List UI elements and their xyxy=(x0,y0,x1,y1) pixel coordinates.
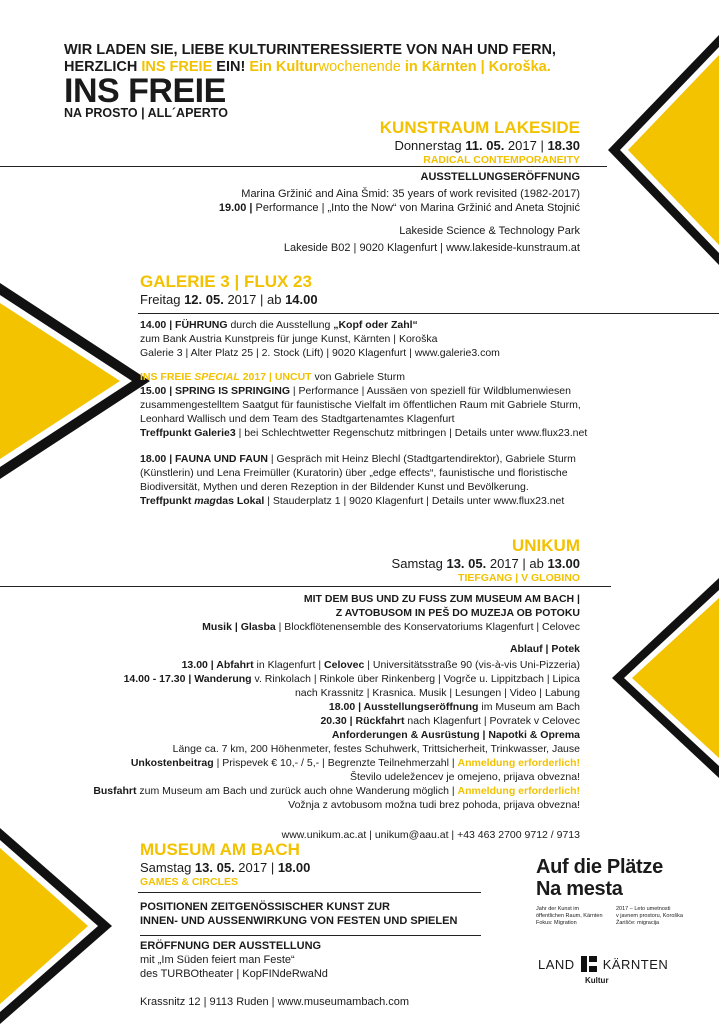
program-time: 18.00 | FAUNA UND FAUN xyxy=(140,453,268,465)
venue-name: MUSEUM AM BACH xyxy=(140,840,300,859)
program-text: zum Museum am Bach und zurück auch ohne Wanderung möglich | xyxy=(136,785,458,797)
section-heading: AUSSTELLUNGSERÖFFNUNG xyxy=(420,171,580,183)
invitation-highlight: in Kärnten | Koroška. xyxy=(400,59,551,75)
time-value: 18.00 xyxy=(277,860,311,875)
program-line xyxy=(140,494,620,508)
program-line: zusammengestelltem Saatgut für faunistische Vielfalt im öffentlichen Raum mit Gabriele Sturm, xyxy=(140,399,581,411)
warning-sign-left-bottom xyxy=(0,828,112,1024)
divider xyxy=(138,892,481,893)
venue-address: Lakeside Science & Technology Park xyxy=(399,225,580,237)
logo-small-text xyxy=(536,906,706,927)
program-time: 14.00 | FÜHRUNG xyxy=(140,319,228,331)
program-text: | Gespräch mit Heinz Blechl (Stadtgartendirektor), Gabriele Sturm xyxy=(268,453,576,465)
venue-name: GALERIE 3 | FLUX 23 xyxy=(140,272,312,291)
program-line xyxy=(140,370,620,384)
program-text: durch die Ausstellung xyxy=(227,319,334,331)
section-galerie-body xyxy=(140,318,620,508)
date-value: 11. 05. xyxy=(465,138,505,153)
logo-small-sl xyxy=(616,906,696,927)
meeting-point: Treffpunkt Galerie3 xyxy=(140,427,236,439)
section-museum-header xyxy=(140,840,440,889)
date-year: 2017 | ab xyxy=(223,292,286,307)
warning-sign-right-bottom xyxy=(612,578,719,778)
program-time: 18.00 | Ausstellungseröffnung xyxy=(328,701,479,713)
date-prefix: Samstag xyxy=(140,860,195,875)
logo-land: LAND xyxy=(538,956,575,972)
contact-link[interactable]: www.unikum.ac.at | unikum@aau.at | +43 463 2700 9712 / 9713 xyxy=(281,829,580,841)
event-date xyxy=(140,860,440,876)
program-line: Leonhard Wallisch und dem Team des Stadtgartenamtes Klagenfurt xyxy=(140,413,455,425)
program-text: | Blockflötenensemble des Konservatoriums Klagenfurt | Celovec xyxy=(275,621,580,633)
program-line xyxy=(140,452,620,466)
section-heading: Z AVTOBUSOM IN PEŠ DO MUZEJA OB POTOKU xyxy=(335,607,580,619)
time-value: 18.30 xyxy=(547,138,580,153)
invitation-highlight: INS FREIE xyxy=(141,59,213,75)
section-heading: Ablauf | Potek xyxy=(509,643,580,655)
program-line xyxy=(140,426,620,440)
time-value: 14.00 xyxy=(285,292,318,307)
program-line: Vožnja z avtobusom možna tudi brez pohoda, prijava obvezna! xyxy=(288,799,580,811)
date-year: 2017 | xyxy=(234,860,278,875)
section-heading: POSITIONEN ZEITGENÖSSISCHER KUNST ZUR xyxy=(140,901,390,913)
program-highlight: SPECIAL xyxy=(194,371,240,383)
program-time: 13.00 | Abfahrt xyxy=(181,659,254,671)
program-time: 14.00 - 17.30 | Wanderung xyxy=(123,673,252,685)
event-tagline: GAMES & CIRCLES xyxy=(140,876,239,888)
program-line: Länge ca. 7 km, 200 Höhenmeter, festes Schuhwerk, Trittsicherheit, Trinkwasser, Jause xyxy=(172,743,580,755)
invitation-text: HERZLICH xyxy=(64,59,142,75)
event-tagline: TIEFGANG | V GLOBINO xyxy=(458,572,580,584)
meeting-point: mag xyxy=(194,495,216,507)
date-year: 2017 | xyxy=(504,138,548,153)
program-line: (Künstlerin) und Lena Freimüller (Kuratorin) über „edge effects“, faunistische und floristische xyxy=(140,467,568,479)
logo-kaernten: KÄRNTEN xyxy=(602,956,669,972)
divider xyxy=(0,586,611,587)
page-subtitle: NA PROSTO | ALL´APERTO xyxy=(64,106,228,120)
time-value: 13.00 xyxy=(547,556,580,571)
program-text: in Klagenfurt | xyxy=(253,659,325,671)
page-title: INS FREIE xyxy=(64,72,226,110)
section-heading: Anforderungen & Ausrüstung | Napotki & Oprema xyxy=(331,729,580,741)
invitation-headline xyxy=(64,42,624,76)
divider xyxy=(0,166,607,167)
section-heading: MIT DEM BUS UND ZU FUSS ZUM MUSEUM AM BACH | xyxy=(303,593,580,605)
invitation-text: EIN! xyxy=(212,59,250,75)
invitation-line-1: WIR LADEN SIE, LIEBE KULTURINTERESSIERTE VON NAH UND FERN, xyxy=(64,42,556,58)
registration-notice: Anmeldung erforderlich! xyxy=(457,757,580,769)
land-kaernten-icon xyxy=(581,956,597,972)
date-prefix: Samstag xyxy=(391,556,447,571)
program-text: Celovec xyxy=(324,659,365,671)
program-text[interactable]: | Stauderplatz 1 | 9020 Klagenfurt | Details unter www.flux23.net xyxy=(264,495,565,507)
logo-small-line: v javnem prostoru, Koroška xyxy=(616,913,683,919)
program-line: Biodiversität, Mythen und deren Rezeption in der Bildender Kunst und Bevölkerung. xyxy=(140,481,529,493)
program-line xyxy=(140,384,620,398)
logo-small-line: Fokus: Migration xyxy=(536,920,577,926)
venue-name: KUNSTRAUM LAKESIDE xyxy=(379,118,580,137)
logo-small-line: Žarišče: migracija xyxy=(616,920,660,926)
date-value: 13. 05. xyxy=(446,556,487,571)
divider xyxy=(138,313,719,314)
program-text: | Universitätsstraße 90 (vis-à-vis Uni-Pizzeria) xyxy=(364,659,580,671)
section-heading: ERÖFFNUNG DER AUSSTELLUNG xyxy=(140,940,322,952)
event-date xyxy=(300,556,580,572)
event-date xyxy=(300,138,580,154)
meeting-point: Treffpunkt xyxy=(140,495,195,507)
program-time: 15.00 | SPRING IS SPRINGING xyxy=(140,385,290,397)
invitation-highlight: wochenende xyxy=(318,59,401,75)
logo-small-line: öffentlichen Raum, Kärnten xyxy=(536,913,603,919)
date-prefix: Freitag xyxy=(140,292,185,307)
program-line xyxy=(150,201,580,215)
land-kaernten-logo xyxy=(538,956,698,985)
program-time: 20.30 | Rückfahrt xyxy=(320,715,405,727)
divider xyxy=(140,928,481,936)
program-highlight: INS FREIE xyxy=(140,371,195,383)
program-line xyxy=(30,620,580,634)
section-lakeside-body xyxy=(150,170,580,255)
venue-address-link[interactable]: Lakeside B02 | 9020 Klagenfurt | www.lakeside-kunstraum.at xyxy=(283,242,580,254)
program-label: Musik | Glasba xyxy=(202,621,276,633)
program-text: Performance | „Into the Now“ von Marina Gržinić and Aneta Stojnić xyxy=(255,202,580,214)
logo-title: Na mesta xyxy=(536,878,623,900)
venue-address-link[interactable]: Krassnitz 12 | 9113 Ruden | www.museumambach.com xyxy=(140,996,410,1008)
program-line xyxy=(30,658,580,672)
program-text: nach Klagenfurt | Povratek v Celovec xyxy=(404,715,580,727)
section-galerie-header xyxy=(140,272,440,308)
program-line xyxy=(30,756,580,770)
logo-small-de xyxy=(536,906,608,927)
meeting-point: das Lokal xyxy=(215,495,265,507)
registration-notice: Anmeldung erforderlich! xyxy=(457,785,580,797)
section-unikum-body xyxy=(30,592,580,842)
land-kaernten-wordmark xyxy=(538,956,698,972)
program-highlight: 2017 | UNCUT xyxy=(239,371,312,383)
program-time: 19.00 | xyxy=(218,202,256,214)
program-line: zum Bank Austria Kunstpreis für junge Kunst, Kärnten | Koroška xyxy=(140,333,438,345)
logo-small-line: 2017 – Leto umetnosti xyxy=(616,906,671,912)
section-unikum-header xyxy=(300,536,580,585)
program-text: von Gabriele Sturm xyxy=(311,371,405,383)
program-text: | Prispevek € 10,- / 5,- | Begrenzte Teilnehmerzahl | xyxy=(213,757,458,769)
program-line xyxy=(30,714,580,728)
program-title: „Kopf oder Zahl“ xyxy=(333,319,418,331)
logo-kultur: Kultur xyxy=(585,976,609,985)
program-line: Marina Gržinić and Aina Šmid: 35 years of work revisited (1982-2017) xyxy=(241,188,580,200)
date-value: 12. 05. xyxy=(184,292,224,307)
event-tagline: RADICAL CONTEMPORANEITY xyxy=(423,154,580,166)
program-text: | Performance | Aussäen von speziell für Wildblumenwiesen xyxy=(289,385,571,397)
program-text: v. Rinkolach | Rinkole über Rinkenberg | Vogrče u. Lippitzbach | Lipica xyxy=(251,673,580,685)
logo-small-line: Jahr der Kunst im xyxy=(536,906,580,912)
section-museum-body xyxy=(140,900,500,1009)
warning-sign-left-middle xyxy=(0,283,150,479)
program-line: nach Krassnitz | Krasnica. Musik | Lesungen | Video | Labung xyxy=(294,687,580,699)
program-line xyxy=(140,318,620,332)
auf-die-plaetze-logo xyxy=(536,856,706,927)
program-label: Unkostenbeitrag xyxy=(130,757,214,769)
program-line: des TURBOtheater | KopFINdeRwaNd xyxy=(140,968,328,980)
date-value: 13. 05. xyxy=(194,860,235,875)
section-lakeside-header xyxy=(300,118,580,167)
program-text: im Museum am Bach xyxy=(478,701,580,713)
date-prefix: Donnerstag xyxy=(394,138,466,153)
program-line: mit „Im Süden feiert man Feste“ xyxy=(140,954,295,966)
program-line xyxy=(30,700,580,714)
program-line xyxy=(30,672,580,686)
program-text[interactable]: | bei Schlechtwetter Regenschutz mitbringen | Details unter www.flux23.net xyxy=(235,427,588,439)
logo-title: Auf die Plätze xyxy=(536,856,663,878)
invitation-highlight: Ein Kultur xyxy=(249,59,319,75)
event-date xyxy=(140,292,440,308)
section-heading: INNEN- UND AUSSENWIRKUNG VON FESTEN UND SPIELEN xyxy=(140,915,458,927)
venue-address-link[interactable]: Galerie 3 | Alter Platz 25 | 2. Stock (Lift) | 9020 Klagenfurt | www.galerie3.com xyxy=(140,347,500,359)
venue-name: UNIKUM xyxy=(512,536,580,555)
warning-sign-right-top xyxy=(608,35,719,265)
program-line xyxy=(30,784,580,798)
program-line: Število udeležencev je omejeno, prijava obvezna! xyxy=(350,771,580,783)
program-label: Busfahrt xyxy=(93,785,137,797)
date-year: 2017 | ab xyxy=(486,556,548,571)
